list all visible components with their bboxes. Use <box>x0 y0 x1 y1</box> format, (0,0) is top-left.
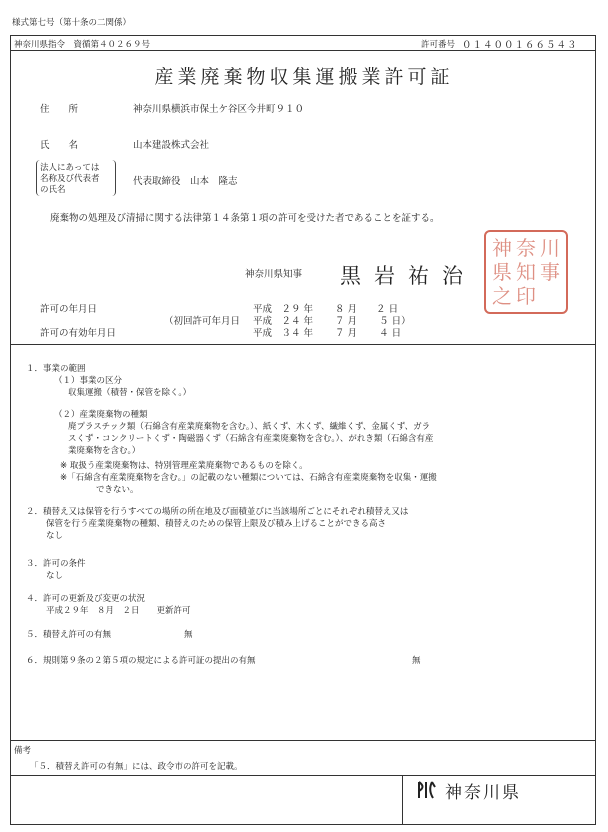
rep-label-line3: の氏名 <box>40 185 66 195</box>
section-5-heading: ５．積替え許可の有無 <box>26 630 112 640</box>
seal-char: 知 <box>516 260 536 284</box>
seal-char: 川 <box>540 236 560 260</box>
divider <box>10 740 596 741</box>
certificate-title: 産業廃棄物収集運搬業許可証 <box>154 66 454 88</box>
section-6-value: 無 <box>412 656 421 666</box>
section-3-value: なし <box>46 571 64 581</box>
section-1-1-heading: （１）事業の区分 <box>54 376 123 386</box>
first-permit-date: 平成 ２４ 年 ７ 月 ５ 日） <box>253 316 411 327</box>
permit-date-label: 許可の年月日 <box>40 304 98 315</box>
certification-text: 廃棄物の処理及び清掃に関する法律第１４条第１項の許可を受けた者であることを証する。 <box>50 213 440 224</box>
section-1-heading: １．事業の範囲 <box>26 364 86 374</box>
expiry-date-value: 平成 ３４ 年 ７ 月 ４ 日 <box>253 328 402 339</box>
rep-label-line1: 法人にあっては <box>40 163 100 173</box>
section-6-heading: ６．規則第９条の２第５項の規定による許可証の提出の有無 <box>26 656 256 666</box>
designation-number: 神奈川県指令 資循第４０２６９号 <box>14 40 151 50</box>
divider <box>10 50 596 51</box>
prefecture-name: 神奈川県 <box>445 783 521 803</box>
seal-char: 県 <box>492 260 512 284</box>
expiry-date-label: 許可の有効年月日 <box>40 328 117 339</box>
name-value: 山本建設株式会社 <box>133 140 210 151</box>
section-4-heading: ４．許可の更新及び変更の状況 <box>26 594 146 604</box>
divider <box>10 344 596 345</box>
waste-types-line2: スくず・コンクリートくず・陶磁器くず（石綿含有産業廃棄物を含む。）、がれき類（石綿含有産 <box>68 434 434 444</box>
permit-date-value: 平成 ２９ 年 ８ 月 ２ 日 <box>253 304 399 315</box>
section-2-value: なし <box>46 531 64 541</box>
representative-value: 代表取締役 山本 隆志 <box>133 176 238 187</box>
waste-types-line1: 廃プラスチック類（石綿含有産業廃棄物を含む。）、紙くず、木くず、繊維くず、金属くず、ガラ <box>68 422 431 432</box>
remarks-text: 「５．積替え許可の有無」には、政令市の許可を記載。 <box>30 762 243 772</box>
seal-char: 神 <box>492 236 512 260</box>
note-2-line1: ※「石綿含有産業廃棄物を含む。」の記載のない種類については、石綿含有産業廃棄物を収集・運搬 <box>60 473 437 483</box>
section-1-2-heading: （２）産業廃棄物の種類 <box>54 410 148 420</box>
form-number: 様式第七号（第十条の二関係） <box>12 18 132 28</box>
governor-name: 黒岩祐治 <box>340 264 476 288</box>
permit-number: ０１４００１６６５４３ <box>462 40 578 51</box>
official-seal-icon <box>484 230 568 314</box>
seal-char: 事 <box>540 260 560 284</box>
remarks-label: 備考 <box>14 746 32 756</box>
section-4-value: 平成２９年 ８月 ２日 更新許可 <box>46 606 191 616</box>
seal-char: 印 <box>516 284 536 308</box>
section-5-value: 無 <box>184 630 193 640</box>
section-2-line1: ２．積替え又は保管を行うすべての場所の所在地及び面積並びに当該場所ごとにそれぞれ積替え又は <box>26 507 409 517</box>
address-label: 住 所 <box>40 104 79 115</box>
section-1-1-value: 収集運搬（積替・保管を除く。） <box>68 388 192 398</box>
section-3-heading: ３．許可の条件 <box>26 559 86 569</box>
seal-char: 之 <box>492 284 512 308</box>
waste-types-line3: 業廃棄物を含む。） <box>68 446 141 456</box>
section-2-line2: 保管を行う産業廃棄物の種類、積替えのための保管上限及び積み上げることができる高さ <box>46 519 387 529</box>
permit-number-label: 許可番号 <box>421 40 456 50</box>
note-1: ※ 取扱う産業廃棄物は、特別管理産業廃棄物であるものを除く。 <box>60 461 308 471</box>
name-label: 氏 名 <box>40 140 79 151</box>
rep-label-line2: 名称及び代表者 <box>40 174 100 184</box>
governor-title: 神奈川県知事 <box>245 269 303 280</box>
prefecture-emblem-icon <box>415 779 437 801</box>
address-value: 神奈川県横浜市保土ケ谷区今井町９１０ <box>133 104 305 115</box>
first-permit-label: （初回許可年月日 <box>164 316 241 327</box>
seal-char: 奈 <box>516 236 536 260</box>
note-2-line2: できない。 <box>96 485 139 495</box>
seal-char <box>538 284 562 308</box>
